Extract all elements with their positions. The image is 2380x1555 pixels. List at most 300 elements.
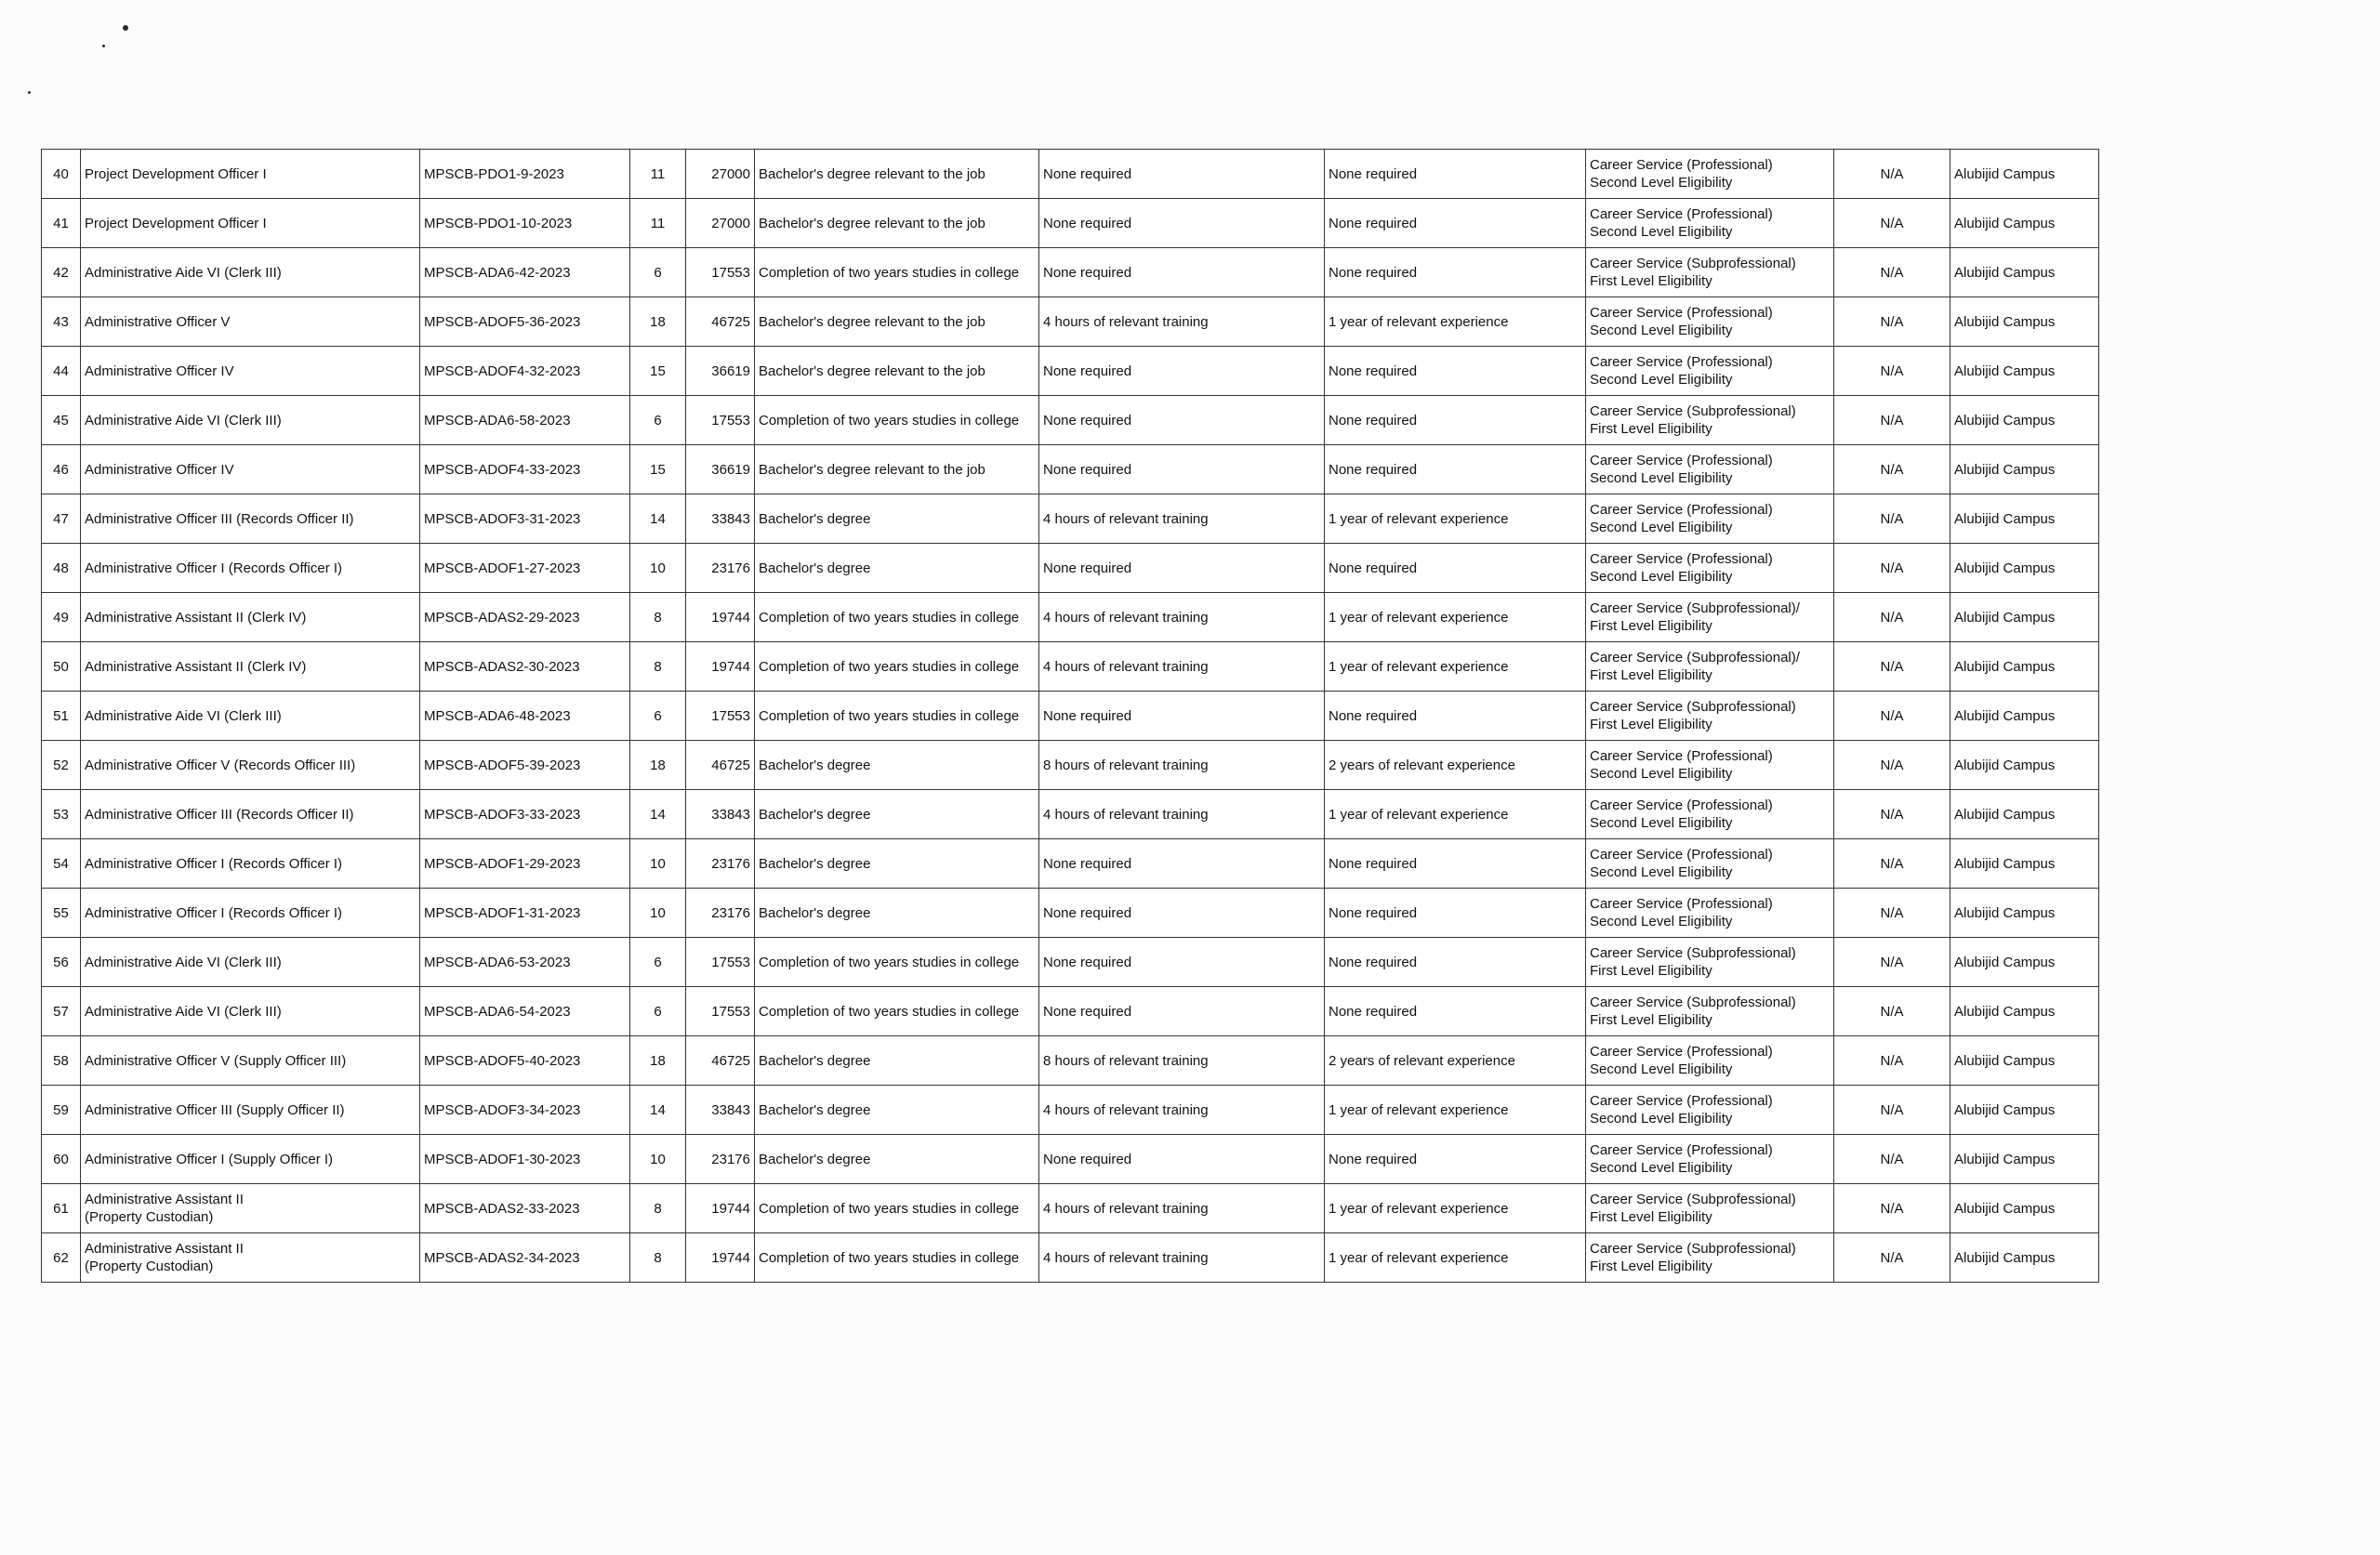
monthly-salary-cell: 23176 — [686, 839, 755, 889]
row-number-cell: 40 — [42, 150, 81, 199]
education-cell: Bachelor's degree — [755, 494, 1039, 544]
table-row — [42, 1233, 2099, 1283]
position-title-line: Administrative Assistant II — [85, 1192, 244, 1207]
position-title-line: Administrative Assistant II — [85, 1241, 244, 1257]
row-number-cell: 54 — [42, 839, 81, 889]
eligibility-line: Second Level Eligibility — [1590, 914, 1733, 929]
eligibility-line: Career Service (Subprofessional)/ — [1590, 600, 1800, 616]
position-title-cell: Administrative Officer I (Supply Officer I) — [81, 1135, 420, 1184]
training-cell: None required — [1039, 396, 1325, 445]
plantilla-item-cell: MPSCB-PDO1-9-2023 — [420, 150, 630, 199]
plantilla-item-cell: MPSCB-ADA6-54-2023 — [420, 987, 630, 1036]
competency-cell: N/A — [1834, 494, 1950, 544]
eligibility-line: First Level Eligibility — [1590, 1012, 1712, 1028]
eligibility-cell — [1586, 1135, 1834, 1184]
salary-grade-cell: 15 — [630, 445, 686, 494]
education-cell: Completion of two years studies in college — [755, 692, 1039, 741]
experience-cell: None required — [1325, 199, 1586, 248]
experience-cell: None required — [1325, 987, 1586, 1036]
eligibility-line: Second Level Eligibility — [1590, 520, 1733, 535]
monthly-salary-cell: 19744 — [686, 1233, 755, 1283]
training-cell: 4 hours of relevant training — [1039, 642, 1325, 692]
experience-cell: 1 year of relevant experience — [1325, 790, 1586, 839]
eligibility-cell — [1586, 396, 1834, 445]
training-cell: None required — [1039, 1135, 1325, 1184]
eligibility-cell — [1586, 938, 1834, 987]
competency-cell: N/A — [1834, 445, 1950, 494]
eligibility-line: Career Service (Subprofessional) — [1590, 699, 1796, 715]
monthly-salary-cell: 27000 — [686, 150, 755, 199]
place-of-assignment-cell: Alubijid Campus — [1950, 938, 2099, 987]
scan-speck — [123, 25, 128, 31]
place-of-assignment-cell: Alubijid Campus — [1950, 297, 2099, 347]
competency-cell: N/A — [1834, 1036, 1950, 1086]
salary-grade-cell: 6 — [630, 987, 686, 1036]
eligibility-cell — [1586, 297, 1834, 347]
eligibility-line: Second Level Eligibility — [1590, 1160, 1733, 1176]
table-row — [42, 987, 2099, 1036]
place-of-assignment-cell: Alubijid Campus — [1950, 396, 2099, 445]
position-title-cell: Project Development Officer I — [81, 150, 420, 199]
position-title-cell — [81, 1233, 420, 1283]
salary-grade-cell: 6 — [630, 248, 686, 297]
training-cell: 4 hours of relevant training — [1039, 1184, 1325, 1233]
place-of-assignment-cell: Alubijid Campus — [1950, 692, 2099, 741]
place-of-assignment-cell: Alubijid Campus — [1950, 889, 2099, 938]
eligibility-cell — [1586, 248, 1834, 297]
competency-cell: N/A — [1834, 1135, 1950, 1184]
eligibility-line: Career Service (Subprofessional) — [1590, 1241, 1796, 1257]
training-cell: 8 hours of relevant training — [1039, 1036, 1325, 1086]
education-cell: Completion of two years studies in college — [755, 938, 1039, 987]
competency-cell: N/A — [1834, 396, 1950, 445]
experience-cell: 1 year of relevant experience — [1325, 1086, 1586, 1135]
place-of-assignment-cell: Alubijid Campus — [1950, 347, 2099, 396]
row-number-cell: 56 — [42, 938, 81, 987]
experience-cell: 1 year of relevant experience — [1325, 297, 1586, 347]
plantilla-item-cell: MPSCB-ADOF1-29-2023 — [420, 839, 630, 889]
row-number-cell: 61 — [42, 1184, 81, 1233]
position-title-cell: Administrative Officer III (Records Officer II) — [81, 494, 420, 544]
plantilla-item-cell: MPSCB-ADOF3-34-2023 — [420, 1086, 630, 1135]
eligibility-cell — [1586, 889, 1834, 938]
place-of-assignment-cell: Alubijid Campus — [1950, 544, 2099, 593]
position-title-cell: Administrative Aide VI (Clerk III) — [81, 396, 420, 445]
row-number-cell: 59 — [42, 1086, 81, 1135]
competency-cell: N/A — [1834, 642, 1950, 692]
eligibility-cell — [1586, 1233, 1834, 1283]
table-row — [42, 938, 2099, 987]
competency-cell: N/A — [1834, 1086, 1950, 1135]
table-row — [42, 1184, 2099, 1233]
competency-cell: N/A — [1834, 199, 1950, 248]
row-number-cell: 60 — [42, 1135, 81, 1184]
experience-cell: 1 year of relevant experience — [1325, 494, 1586, 544]
monthly-salary-cell: 46725 — [686, 1036, 755, 1086]
salary-grade-cell: 18 — [630, 741, 686, 790]
training-cell: 8 hours of relevant training — [1039, 741, 1325, 790]
table-row — [42, 692, 2099, 741]
eligibility-cell — [1586, 741, 1834, 790]
education-cell: Bachelor's degree — [755, 1135, 1039, 1184]
eligibility-line: Second Level Eligibility — [1590, 766, 1733, 782]
competency-cell: N/A — [1834, 839, 1950, 889]
plantilla-item-cell: MPSCB-ADOF4-32-2023 — [420, 347, 630, 396]
competency-cell: N/A — [1834, 987, 1950, 1036]
education-cell: Bachelor's degree — [755, 1036, 1039, 1086]
monthly-salary-cell: 23176 — [686, 544, 755, 593]
competency-cell: N/A — [1834, 938, 1950, 987]
education-cell: Completion of two years studies in college — [755, 642, 1039, 692]
eligibility-cell — [1586, 593, 1834, 642]
education-cell: Completion of two years studies in college — [755, 248, 1039, 297]
position-title-cell: Administrative Officer V — [81, 297, 420, 347]
eligibility-cell — [1586, 790, 1834, 839]
place-of-assignment-cell: Alubijid Campus — [1950, 1036, 2099, 1086]
monthly-salary-cell: 17553 — [686, 248, 755, 297]
experience-cell: 1 year of relevant experience — [1325, 1233, 1586, 1283]
competency-cell: N/A — [1834, 248, 1950, 297]
education-cell: Bachelor's degree relevant to the job — [755, 297, 1039, 347]
eligibility-cell — [1586, 544, 1834, 593]
education-cell: Bachelor's degree — [755, 790, 1039, 839]
eligibility-line: Career Service (Professional) — [1590, 1142, 1773, 1158]
salary-grade-cell: 8 — [630, 1233, 686, 1283]
row-number-cell: 58 — [42, 1036, 81, 1086]
table-row — [42, 1036, 2099, 1086]
place-of-assignment-cell: Alubijid Campus — [1950, 199, 2099, 248]
place-of-assignment-cell: Alubijid Campus — [1950, 445, 2099, 494]
eligibility-cell — [1586, 1184, 1834, 1233]
eligibility-line: Second Level Eligibility — [1590, 224, 1733, 240]
training-cell: 4 hours of relevant training — [1039, 593, 1325, 642]
eligibility-line: Career Service (Subprofessional)/ — [1590, 650, 1800, 665]
plantilla-item-cell: MPSCB-ADAS2-34-2023 — [420, 1233, 630, 1283]
eligibility-line: First Level Eligibility — [1590, 963, 1712, 979]
place-of-assignment-cell: Alubijid Campus — [1950, 1233, 2099, 1283]
experience-cell: None required — [1325, 839, 1586, 889]
eligibility-line: First Level Eligibility — [1590, 618, 1712, 634]
salary-grade-cell: 10 — [630, 1135, 686, 1184]
monthly-salary-cell: 17553 — [686, 692, 755, 741]
position-title-cell: Administrative Officer I (Records Officer I) — [81, 544, 420, 593]
position-title-cell: Administrative Aide VI (Clerk III) — [81, 987, 420, 1036]
monthly-salary-cell: 33843 — [686, 494, 755, 544]
experience-cell: 1 year of relevant experience — [1325, 1184, 1586, 1233]
eligibility-line: First Level Eligibility — [1590, 1258, 1712, 1274]
place-of-assignment-cell: Alubijid Campus — [1950, 150, 2099, 199]
plantilla-item-cell: MPSCB-ADOF1-31-2023 — [420, 889, 630, 938]
position-title-cell: Administrative Officer I (Records Officer I) — [81, 889, 420, 938]
training-cell: None required — [1039, 248, 1325, 297]
training-cell: 4 hours of relevant training — [1039, 297, 1325, 347]
table-row — [42, 494, 2099, 544]
table-row — [42, 544, 2099, 593]
row-number-cell: 41 — [42, 199, 81, 248]
education-cell: Bachelor's degree relevant to the job — [755, 150, 1039, 199]
salary-grade-cell: 14 — [630, 494, 686, 544]
table-row — [42, 150, 2099, 199]
row-number-cell: 62 — [42, 1233, 81, 1283]
monthly-salary-cell: 19744 — [686, 642, 755, 692]
salary-grade-cell: 10 — [630, 889, 686, 938]
eligibility-line: Second Level Eligibility — [1590, 175, 1733, 191]
eligibility-line: First Level Eligibility — [1590, 273, 1712, 289]
monthly-salary-cell: 17553 — [686, 987, 755, 1036]
eligibility-cell — [1586, 494, 1834, 544]
place-of-assignment-cell: Alubijid Campus — [1950, 1086, 2099, 1135]
plantilla-item-cell: MPSCB-ADAS2-30-2023 — [420, 642, 630, 692]
monthly-salary-cell: 23176 — [686, 889, 755, 938]
education-cell: Bachelor's degree — [755, 544, 1039, 593]
plantilla-item-cell: MPSCB-ADOF3-31-2023 — [420, 494, 630, 544]
row-number-cell: 57 — [42, 987, 81, 1036]
training-cell: 4 hours of relevant training — [1039, 1233, 1325, 1283]
training-cell: None required — [1039, 692, 1325, 741]
eligibility-line: Career Service (Professional) — [1590, 305, 1773, 321]
monthly-salary-cell: 33843 — [686, 1086, 755, 1135]
eligibility-line: First Level Eligibility — [1590, 421, 1712, 437]
experience-cell: None required — [1325, 445, 1586, 494]
eligibility-line: Career Service (Subprofessional) — [1590, 995, 1796, 1010]
salary-grade-cell: 14 — [630, 1086, 686, 1135]
competency-cell: N/A — [1834, 297, 1950, 347]
row-number-cell: 49 — [42, 593, 81, 642]
plantilla-item-cell: MPSCB-ADOF5-36-2023 — [420, 297, 630, 347]
plantilla-item-cell: MPSCB-ADOF5-39-2023 — [420, 741, 630, 790]
position-title-cell: Administrative Officer IV — [81, 347, 420, 396]
plantilla-item-cell: MPSCB-ADA6-58-2023 — [420, 396, 630, 445]
training-cell: None required — [1039, 987, 1325, 1036]
table-row — [42, 1086, 2099, 1135]
table-row — [42, 741, 2099, 790]
training-cell: 4 hours of relevant training — [1039, 494, 1325, 544]
eligibility-line: Career Service (Professional) — [1590, 797, 1773, 813]
competency-cell: N/A — [1834, 150, 1950, 199]
education-cell: Completion of two years studies in college — [755, 1233, 1039, 1283]
salary-grade-cell: 10 — [630, 544, 686, 593]
education-cell: Bachelor's degree — [755, 741, 1039, 790]
row-number-cell: 44 — [42, 347, 81, 396]
competency-cell: N/A — [1834, 692, 1950, 741]
competency-cell: N/A — [1834, 347, 1950, 396]
monthly-salary-cell: 27000 — [686, 199, 755, 248]
experience-cell: 2 years of relevant experience — [1325, 1036, 1586, 1086]
salary-grade-cell: 11 — [630, 150, 686, 199]
eligibility-line: Career Service (Professional) — [1590, 551, 1773, 567]
eligibility-line: Career Service (Professional) — [1590, 1093, 1773, 1109]
plantilla-item-cell: MPSCB-ADOF1-27-2023 — [420, 544, 630, 593]
row-number-cell: 46 — [42, 445, 81, 494]
monthly-salary-cell: 17553 — [686, 938, 755, 987]
competency-cell: N/A — [1834, 1233, 1950, 1283]
eligibility-line: Career Service (Subprofessional) — [1590, 945, 1796, 961]
position-title-cell: Administrative Officer III (Supply Officer II) — [81, 1086, 420, 1135]
eligibility-cell — [1586, 1086, 1834, 1135]
scan-speck — [28, 91, 31, 94]
place-of-assignment-cell: Alubijid Campus — [1950, 790, 2099, 839]
row-number-cell: 55 — [42, 889, 81, 938]
place-of-assignment-cell: Alubijid Campus — [1950, 1135, 2099, 1184]
experience-cell: None required — [1325, 889, 1586, 938]
eligibility-line: Second Level Eligibility — [1590, 815, 1733, 831]
position-title-cell: Administrative Aide VI (Clerk III) — [81, 692, 420, 741]
eligibility-line: Second Level Eligibility — [1590, 1061, 1733, 1077]
position-title-cell: Administrative Officer V (Records Officer III) — [81, 741, 420, 790]
position-title-cell — [81, 1184, 420, 1233]
eligibility-line: Second Level Eligibility — [1590, 569, 1733, 585]
table-row — [42, 347, 2099, 396]
salary-grade-cell: 18 — [630, 297, 686, 347]
competency-cell: N/A — [1834, 593, 1950, 642]
place-of-assignment-cell: Alubijid Campus — [1950, 248, 2099, 297]
training-cell: None required — [1039, 199, 1325, 248]
eligibility-cell — [1586, 642, 1834, 692]
eligibility-line: Career Service (Professional) — [1590, 1044, 1773, 1060]
education-cell: Completion of two years studies in college — [755, 396, 1039, 445]
salary-grade-cell: 15 — [630, 347, 686, 396]
salary-grade-cell: 10 — [630, 839, 686, 889]
training-cell: None required — [1039, 445, 1325, 494]
competency-cell: N/A — [1834, 1184, 1950, 1233]
eligibility-line: Career Service (Professional) — [1590, 847, 1773, 863]
eligibility-line: Career Service (Professional) — [1590, 157, 1773, 173]
salary-grade-cell: 6 — [630, 938, 686, 987]
monthly-salary-cell: 46725 — [686, 741, 755, 790]
place-of-assignment-cell: Alubijid Campus — [1950, 741, 2099, 790]
position-title-cell: Administrative Aide VI (Clerk III) — [81, 248, 420, 297]
position-title-cell: Administrative Officer I (Records Officer I) — [81, 839, 420, 889]
eligibility-cell — [1586, 987, 1834, 1036]
plantilla-item-cell: MPSCB-ADOF3-33-2023 — [420, 790, 630, 839]
plantilla-item-cell: MPSCB-ADA6-48-2023 — [420, 692, 630, 741]
row-number-cell: 48 — [42, 544, 81, 593]
monthly-salary-cell: 36619 — [686, 347, 755, 396]
experience-cell: None required — [1325, 150, 1586, 199]
experience-cell: None required — [1325, 248, 1586, 297]
plantilla-item-cell: MPSCB-PDO1-10-2023 — [420, 199, 630, 248]
education-cell: Bachelor's degree — [755, 1086, 1039, 1135]
plantilla-item-cell: MPSCB-ADAS2-29-2023 — [420, 593, 630, 642]
place-of-assignment-cell: Alubijid Campus — [1950, 987, 2099, 1036]
education-cell: Bachelor's degree relevant to the job — [755, 199, 1039, 248]
eligibility-line: First Level Eligibility — [1590, 717, 1712, 732]
plantilla-item-cell: MPSCB-ADOF4-33-2023 — [420, 445, 630, 494]
eligibility-cell — [1586, 347, 1834, 396]
table-row — [42, 642, 2099, 692]
monthly-salary-cell: 23176 — [686, 1135, 755, 1184]
table-row — [42, 248, 2099, 297]
table-row — [42, 297, 2099, 347]
eligibility-line: Career Service (Professional) — [1590, 453, 1773, 468]
position-title-cell: Administrative Officer III (Records Officer II) — [81, 790, 420, 839]
place-of-assignment-cell: Alubijid Campus — [1950, 494, 2099, 544]
eligibility-line: Second Level Eligibility — [1590, 372, 1733, 388]
row-number-cell: 47 — [42, 494, 81, 544]
place-of-assignment-cell: Alubijid Campus — [1950, 839, 2099, 889]
eligibility-line: Second Level Eligibility — [1590, 1111, 1733, 1127]
experience-cell: None required — [1325, 347, 1586, 396]
position-title-cell: Administrative Aide VI (Clerk III) — [81, 938, 420, 987]
position-title-line: (Property Custodian) — [85, 1209, 214, 1225]
eligibility-line: Career Service (Professional) — [1590, 354, 1773, 370]
eligibility-line: Second Level Eligibility — [1590, 323, 1733, 338]
experience-cell: 1 year of relevant experience — [1325, 642, 1586, 692]
table-row — [42, 1135, 2099, 1184]
eligibility-line: Career Service (Subprofessional) — [1590, 1192, 1796, 1207]
training-cell: None required — [1039, 889, 1325, 938]
experience-cell: None required — [1325, 692, 1586, 741]
eligibility-cell — [1586, 1036, 1834, 1086]
row-number-cell: 50 — [42, 642, 81, 692]
competency-cell: N/A — [1834, 741, 1950, 790]
table-row — [42, 445, 2099, 494]
monthly-salary-cell: 36619 — [686, 445, 755, 494]
table-row — [42, 790, 2099, 839]
place-of-assignment-cell: Alubijid Campus — [1950, 642, 2099, 692]
eligibility-line: Career Service (Subprofessional) — [1590, 256, 1796, 271]
training-cell: None required — [1039, 839, 1325, 889]
table-body — [42, 150, 2099, 1283]
eligibility-cell — [1586, 445, 1834, 494]
salary-grade-cell: 11 — [630, 199, 686, 248]
salary-grade-cell: 8 — [630, 1184, 686, 1233]
experience-cell: None required — [1325, 1135, 1586, 1184]
salary-grade-cell: 18 — [630, 1036, 686, 1086]
eligibility-line: First Level Eligibility — [1590, 667, 1712, 683]
monthly-salary-cell: 46725 — [686, 297, 755, 347]
place-of-assignment-cell: Alubijid Campus — [1950, 593, 2099, 642]
experience-cell: None required — [1325, 938, 1586, 987]
plantilla-item-cell: MPSCB-ADA6-42-2023 — [420, 248, 630, 297]
eligibility-line: Career Service (Professional) — [1590, 748, 1773, 764]
eligibility-line: Career Service (Professional) — [1590, 502, 1773, 518]
eligibility-cell — [1586, 839, 1834, 889]
education-cell: Bachelor's degree relevant to the job — [755, 347, 1039, 396]
eligibility-line: Second Level Eligibility — [1590, 470, 1733, 486]
table-row — [42, 889, 2099, 938]
competency-cell: N/A — [1834, 544, 1950, 593]
monthly-salary-cell: 19744 — [686, 1184, 755, 1233]
salary-grade-cell: 8 — [630, 642, 686, 692]
position-title-cell: Project Development Officer I — [81, 199, 420, 248]
salary-grade-cell: 6 — [630, 692, 686, 741]
row-number-cell: 53 — [42, 790, 81, 839]
education-cell: Bachelor's degree — [755, 839, 1039, 889]
education-cell: Completion of two years studies in college — [755, 593, 1039, 642]
position-title-cell: Administrative Assistant II (Clerk IV) — [81, 642, 420, 692]
experience-cell: 1 year of relevant experience — [1325, 593, 1586, 642]
position-title-cell: Administrative Officer V (Supply Officer III) — [81, 1036, 420, 1086]
education-cell: Completion of two years studies in college — [755, 987, 1039, 1036]
plantilla-item-cell: MPSCB-ADA6-53-2023 — [420, 938, 630, 987]
training-cell: None required — [1039, 347, 1325, 396]
table-row — [42, 199, 2099, 248]
table-row — [42, 396, 2099, 445]
table-row — [42, 593, 2099, 642]
competency-cell: N/A — [1834, 889, 1950, 938]
table-row — [42, 839, 2099, 889]
experience-cell: None required — [1325, 396, 1586, 445]
education-cell: Completion of two years studies in college — [755, 1184, 1039, 1233]
experience-cell: None required — [1325, 544, 1586, 593]
plantilla-item-cell: MPSCB-ADOF1-30-2023 — [420, 1135, 630, 1184]
education-cell: Bachelor's degree relevant to the job — [755, 445, 1039, 494]
scan-speck — [102, 45, 105, 47]
competency-cell: N/A — [1834, 790, 1950, 839]
position-title-cell: Administrative Officer IV — [81, 445, 420, 494]
training-cell: 4 hours of relevant training — [1039, 790, 1325, 839]
